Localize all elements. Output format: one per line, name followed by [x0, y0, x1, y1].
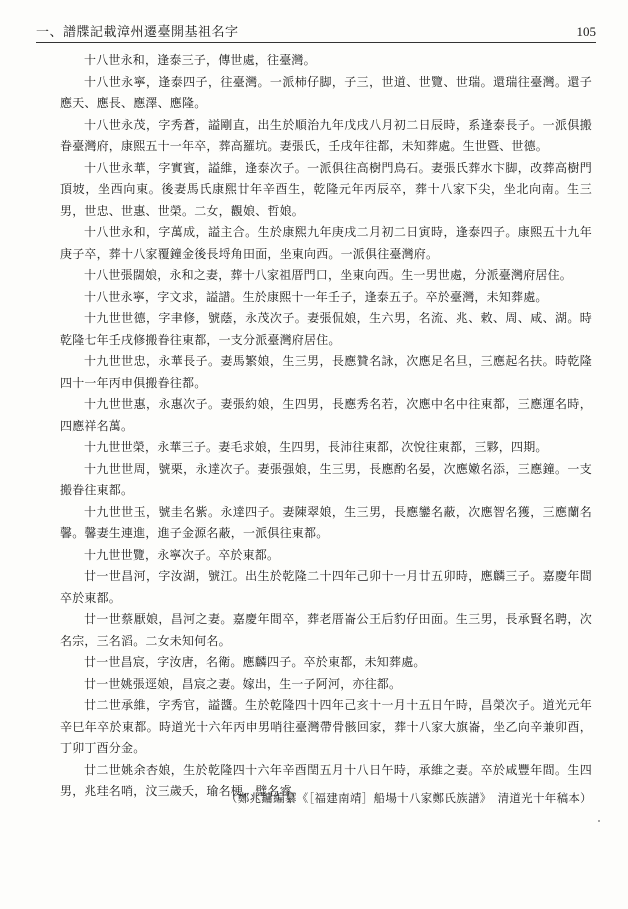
genealogy-entry: 十九世世惠，永惠次子。妻張約娘，生四男，長應秀名若，次應中名中往東都，三應運名時，四應祥名萬。: [60, 397, 592, 433]
genealogy-entry: 十八世永和，字萬成，謚主合。生於康熙九年庚戌二月初二日寅時，逢泰四子。康熙五十九年庚子卒，葬十八家覆鐘金後長埒角田面，坐東向西。一派俱往臺灣府。: [60, 225, 592, 261]
genealogy-entry: 廿一世昌河，字汝湖，號江。出生於乾隆二十四年己卯十一月廿五卯時，應麟三子。嘉慶年間卒於東都。: [60, 569, 592, 605]
genealogy-entry: 十八世永寧，字文求，謚譜。生於康熙十一年壬子，逢泰五子。卒於臺灣，未知葬處。: [84, 289, 548, 304]
genealogy-entry: 廿二世承維，字秀官，謚醬。生於乾隆四十四年己亥十一月十五日午時，昌榮次子。道光元年辛巳年卒於東都。時道光十六年丙申男哨往臺灣帶骨骸回家，葬十八家大旗崙，坐乙向辛兼卯酉，丁卯丁酉分金。: [60, 698, 592, 755]
genealogy-entry: 廿一世昌宸，字汝唐，名衛。應麟四子。卒於東都，未知葬處。: [84, 655, 426, 669]
genealogy-entry: 廿一世蔡厭娘，昌河之妻。嘉慶年間卒，葬老厝崙公王后豹仔田面。生三男，長承賢名聘，次名宗，三名滔。二女未知何名。: [60, 612, 592, 648]
genealogy-entry: 十九世世周，號栗，永達次子。妻張强娘，生三男，長應酌名晏，次應嫩名添，三應鐘。一支搬眷往東都。: [60, 461, 592, 497]
genealogy-entry: 廿一世姚張逕娘，昌宸之妻。嫁出，生一子阿河，亦往都。: [84, 676, 402, 691]
genealogy-entry: 十九世世榮，永華三子。妻毛求娘，生四男，長沛往東都，次悅往東都，三夥，四期。: [84, 440, 548, 454]
genealogy-entry: 廿二世姚余杏娘，生於乾隆四十六年辛酉閏五月十八日午時，承維之妻。卒於咸豐年間。生四男，兆珪名哨，汶三歲夭，瑜名梗，璧名睿。: [60, 762, 592, 798]
page-mark: [598, 820, 600, 822]
source-citation: （鄭兆鏞編纂《［福建南靖］船場十八家鄭氏族譜》 清道光十年稿本）: [225, 791, 592, 805]
document-body: [60, 50, 592, 803]
genealogy-entry: 十九世世覽，永寧次子。卒於東都。: [84, 547, 280, 562]
section-title: 一、譜牒記載漳州遷臺開基祖名字: [36, 25, 239, 40]
genealogy-entry: 十八世永寧，逢泰四子，往臺灣。一派柿仔脚，子三，世道、世覽、世瑞。還瑞往臺灣。還子應天、應長、應澤、應隆。: [60, 74, 592, 110]
genealogy-entry: 十八世永華，字實賓，謚維，逢泰次子。一派俱往高樹門鳥石。妻張氏葬水卞脚，改葬高樹門頂坡，坐西向東。後妻馬氏康熙廿年辛酉生，乾隆元年丙辰卒，葬十八家下尖，坐北向南。生三男，世忠、世惠、世榮。二女，觀娘、哲娘。: [60, 160, 592, 218]
genealogy-entry: 十九世世玉，號圭名紫。永達四子。妻陳翠娘，生三男，長應鑾名蔽，次應智名獲，三應蘭名馨。馨妻生連進，進子金源名蔽，一派俱往東都。: [60, 504, 592, 540]
page-number: 105: [576, 24, 596, 39]
genealogy-entry: 十八世永和，逢泰三子，傳世處，往臺灣。: [84, 53, 316, 67]
genealogy-entry: 十九世世忠，永華長子。妻馬繁娘，生三男，長應贊名詠，次應足名旦，三應起名扶。時乾隆四十一年丙申俱搬眷往都。: [60, 354, 592, 390]
genealogy-entry: 十八世永茂，字秀蒼，謚剛直，出生於順治九年戊戌八月初二日辰時，系逢泰長子。一派俱搬眷臺灣府，康熙五十一年卒，葬高羅坑。妻張氏，壬戌年往都，未知葬處。生世暨、世德。: [60, 117, 592, 153]
genealogy-entry: 十九世世德，字聿修，號蔭，永茂次子。妻張侃娘，生六男，名流、兆、敕、周、咸、湖。時乾隆七年壬戌修搬眷往東都，一支分派臺灣府居住。: [60, 311, 592, 347]
genealogy-entry: 十八世張闊娘，永和之妻，葬十八家祖厝門口，坐東向西。生一男世處，分派臺灣府居住。: [84, 268, 573, 282]
running-header: [36, 18, 596, 43]
